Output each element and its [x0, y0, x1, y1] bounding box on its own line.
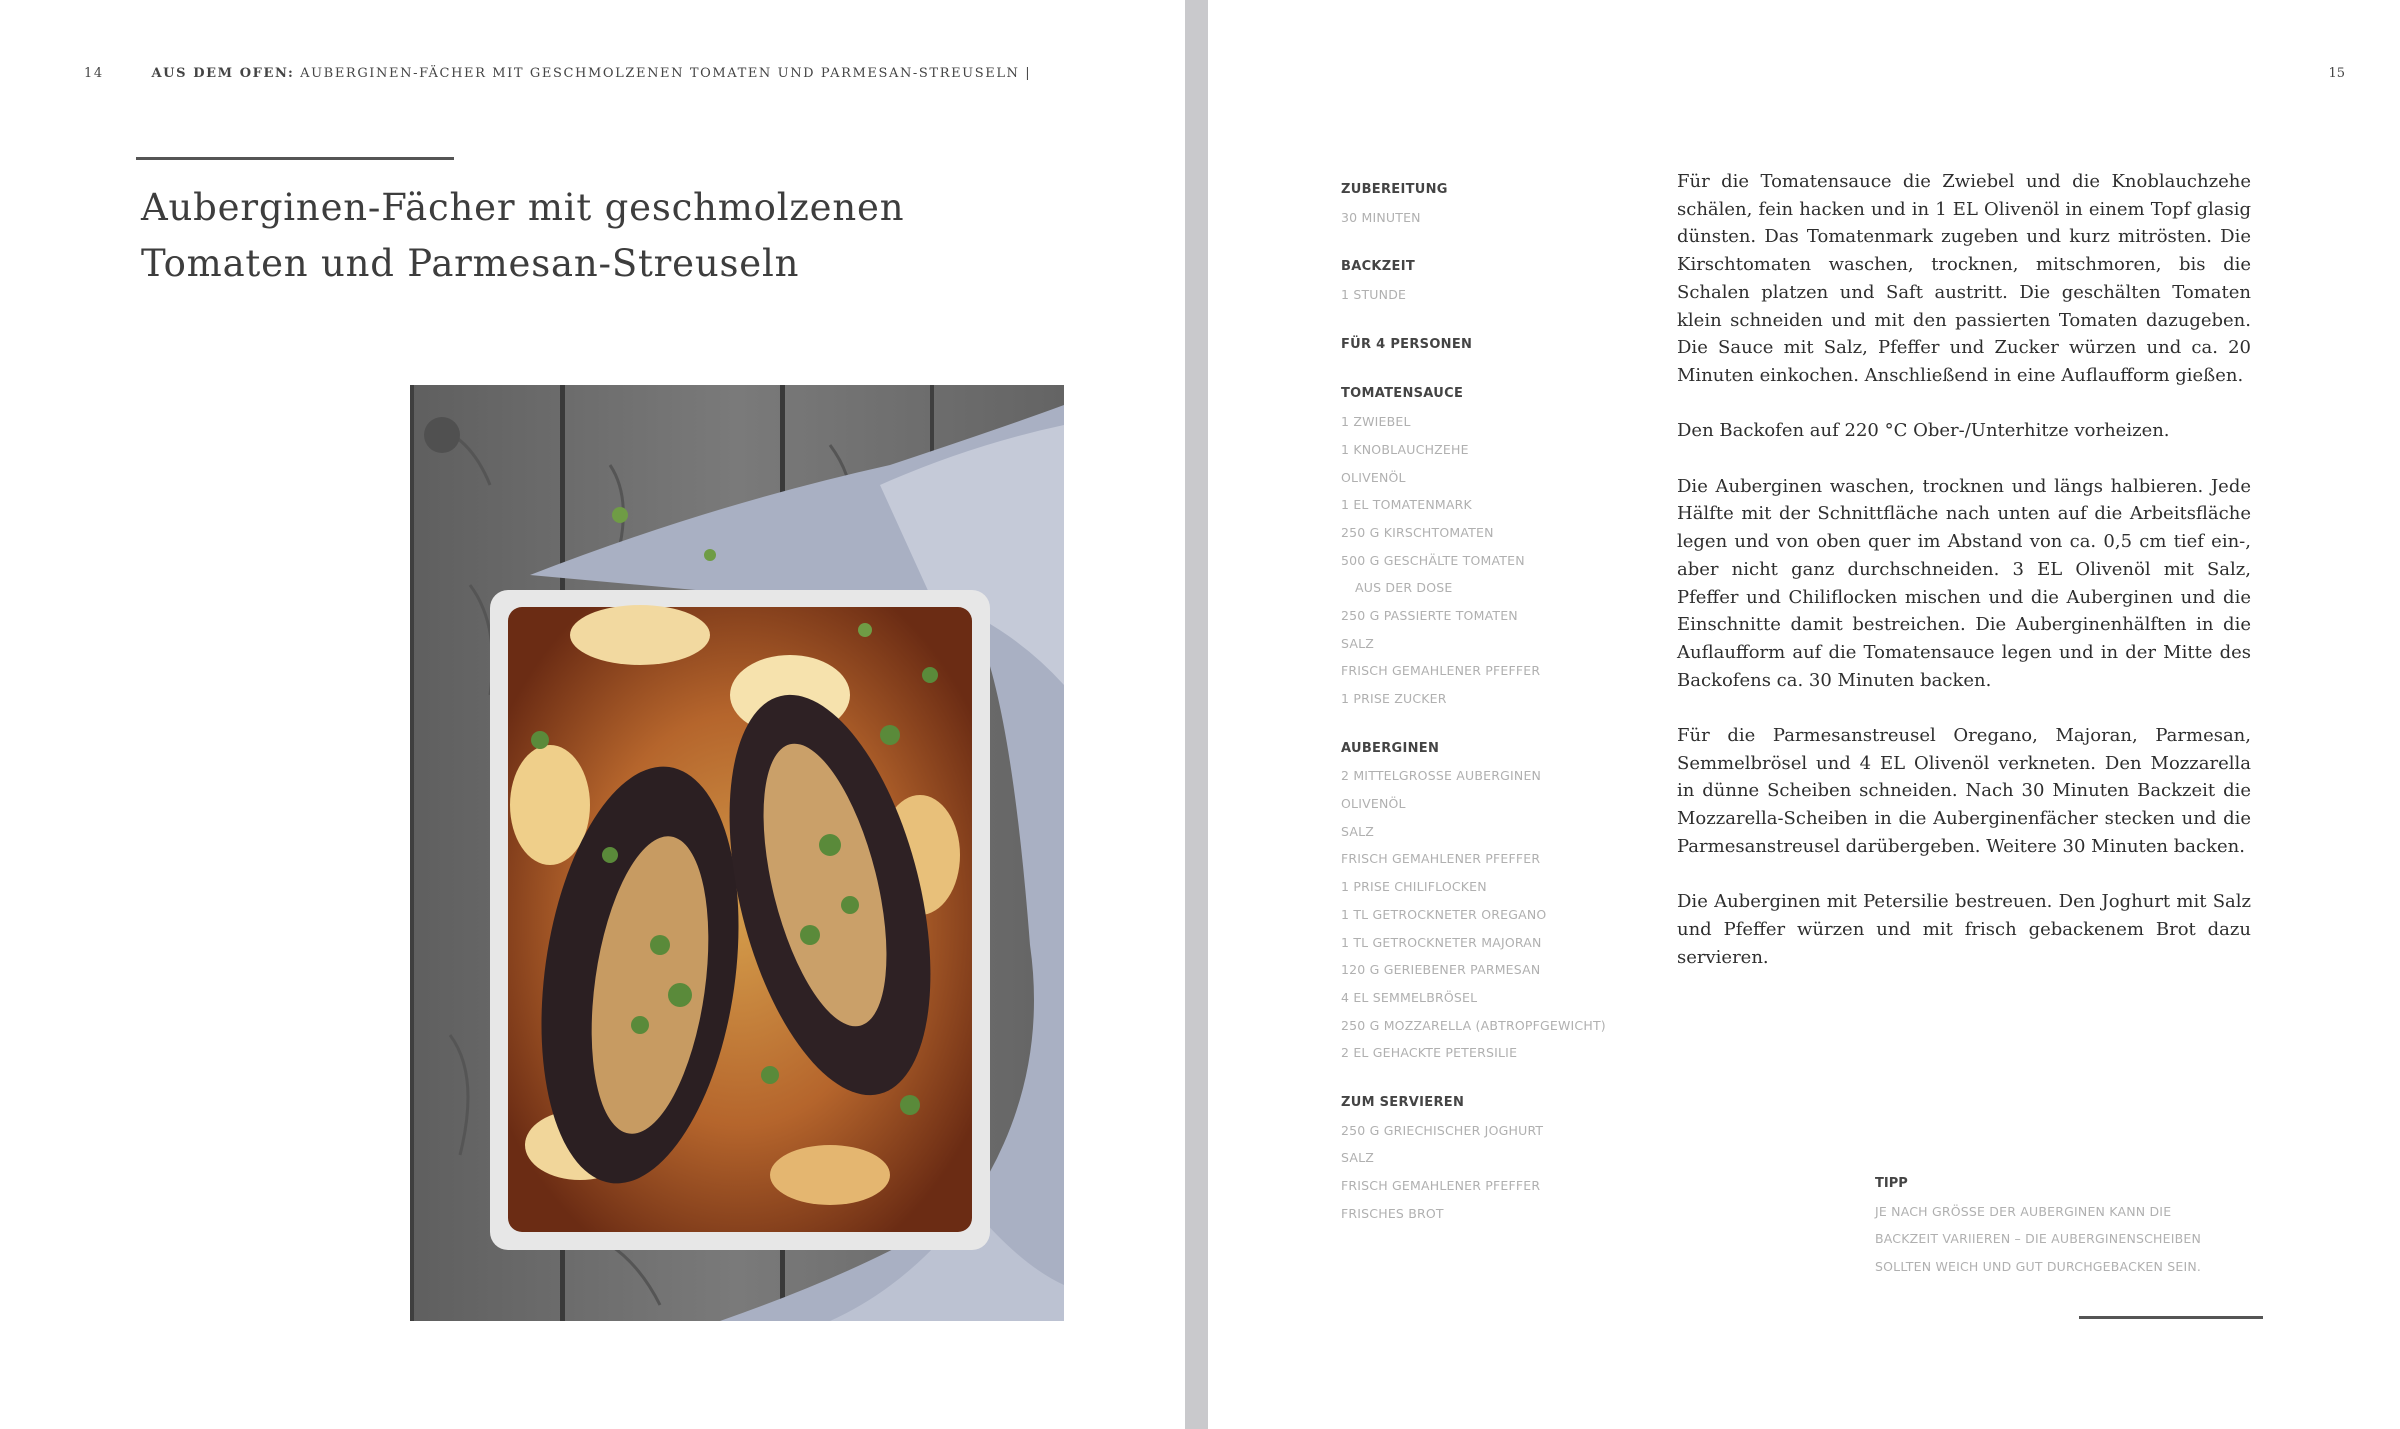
eggplant-ingredients	[1341, 735, 1651, 1067]
ingredient-item: 250 G MOZZARELLA (ABTROPFGEWICHT)	[1341, 1017, 1606, 1033]
page-number-left: 14	[84, 66, 104, 81]
ingredient-item: 1 PRISE CHILIFLOCKEN	[1341, 879, 1487, 895]
ingredient-item: FRISCH GEMAHLENER PFEFFER	[1341, 1178, 1541, 1193]
prep-time-block	[1341, 176, 1651, 231]
instruction-paragraph: Den Backofen auf 220 °C Ober-/Unterhitze vorheizen.	[1677, 420, 2170, 442]
ingredient-item: SALZ	[1341, 1150, 1375, 1166]
running-head	[84, 66, 1031, 81]
ingredient-item: 250 G GRIECHISCHER JOGHURT	[1341, 1122, 1544, 1138]
ingredient-item: FRISCH GEMAHLENER PFEFFER	[1341, 663, 1541, 679]
left-page	[0, 0, 1185, 1429]
instructions-column	[1677, 168, 2251, 999]
recipe-title-line: Auberginen-Fächer mit geschmolzenen	[141, 186, 905, 229]
bake-time-label: BACKZEIT	[1341, 259, 1415, 275]
tip-box	[1875, 1170, 2215, 1281]
ingredient-item: 1 KNOBLAUCHZEHE	[1341, 441, 1469, 457]
recipe-title-line: Tomaten und Parmesan-Streuseln	[141, 242, 800, 285]
ingredient-item: 4 EL SEMMELBRÖSEL	[1341, 989, 1478, 1005]
servings-label: FÜR 4 PERSONEN	[1341, 336, 1473, 352]
eggplant-heading: AUBERGINEN	[1341, 740, 1440, 756]
instruction-paragraph: Die Auberginen waschen, trocknen und längs halbieren. Jede Hälfte mit der Schnittfläche nach unten auf die Arbeitsfläche legen und von oben quer im Abstand von ca. 0,5 cm tief ein-, aber nicht ganz durchschneiden. 3 EL Olivenöl mit Salz, Pfeffer und Chiliflocken mischen und die Auberginen und die Einschnitte damit bestreichen. Die Auberginenhälften in die Auflaufform auf die Tomatensauce legen und in der Mitte des Backofens ca. 30 Minuten backen.	[1677, 475, 2251, 691]
ingredient-item: 1 EL TOMATENMARK	[1341, 497, 1472, 513]
ingredient-item: FRISCH GEMAHLENER PFEFFER	[1341, 851, 1541, 867]
prep-time-label: ZUBEREITUNG	[1341, 182, 1448, 197]
running-head-section: AUS DEM OFEN:	[151, 66, 295, 81]
running-head-separator: |	[1025, 66, 1032, 81]
sauce-heading: TOMATENSAUCE	[1341, 386, 1464, 402]
ingredient-item: OLIVENÖL	[1341, 796, 1406, 812]
right-page	[1208, 0, 2400, 1429]
tip-line: JE NACH GRÖSSE DER AUBERGINEN KANN DIE	[1875, 1203, 2172, 1219]
instruction-paragraph: Für die Tomatensauce die Zwiebel und die Knoblauchzehe schälen, fein hacken und in 1 EL Olivenöl in einem Topf glasig dünsten. Das Tomatenmark zugeben und kurz mitrösten. Die Kirschtomaten waschen, trocknen, mitschmoren, bis die Schalen platzen und Saft austritt. Die geschälten Tomaten klein schneiden und mit den passierten Tomaten dazugeben. Die Sauce mit Salz, Pfeffer und Zucker würzen und ca. 20 Minuten einkochen. Anschließend in eine Auflaufform gießen.	[1677, 171, 2251, 386]
ingredient-item: 250 G PASSIERTE TOMATEN	[1341, 607, 1518, 623]
recipe-photo	[410, 385, 1064, 1321]
book-gutter	[1185, 0, 1208, 1429]
tip-line: SOLLTEN WEICH UND GUT DURCHGEBACKEN SEIN.	[1875, 1259, 2202, 1275]
recipe-title	[141, 180, 1041, 292]
ingredient-item: 1 PRISE ZUCKER	[1341, 691, 1447, 706]
serve-heading: ZUM SERVIEREN	[1341, 1094, 1465, 1110]
tip-label: TIPP	[1875, 1176, 1908, 1191]
serving-ingredients	[1341, 1089, 1651, 1227]
ingredient-item: 2 EL GEHACKTE PETERSILIE	[1341, 1045, 1518, 1061]
ingredient-item: 1 TL GETROCKNETER OREGANO	[1341, 906, 1547, 922]
ingredient-item: AUS DER DOSE	[1355, 580, 1453, 596]
page-number-right: 15	[2328, 66, 2345, 81]
servings-block	[1341, 331, 1651, 359]
instruction-paragraph: Die Auberginen mit Petersilie bestreuen. Den Joghurt mit Salz und Pfeffer würzen und mit frisch gebackenem Brot dazu servieren.	[1677, 891, 2251, 968]
ingredients-column	[1341, 176, 1651, 1249]
ingredient-item: 1 TL GETROCKNETER MAJORAN	[1341, 934, 1542, 950]
ingredient-item: SALZ	[1341, 823, 1375, 839]
ingredient-item: 250 G KIRSCHTOMATEN	[1341, 524, 1494, 540]
recipe-photo-illustration	[410, 385, 1064, 1321]
ingredient-item: 2 MITTELGROSSE AUBERGINEN	[1341, 768, 1542, 784]
running-head-title: AUBERGINEN-FÄCHER MIT GESCHMOLZENEN TOMATEN UND PARMESAN-STREUSELN	[300, 66, 1020, 81]
ingredient-item: 500 G GESCHÄLTE TOMATEN	[1341, 552, 1525, 568]
title-rule	[136, 157, 454, 160]
bake-time-value: 1 STUNDE	[1341, 287, 1407, 303]
ingredient-item: SALZ	[1341, 635, 1375, 651]
ingredient-item: FRISCHES BROT	[1341, 1205, 1444, 1221]
bake-time-block	[1341, 253, 1651, 308]
sauce-ingredients	[1341, 380, 1651, 712]
ingredient-item: 1 ZWIEBEL	[1341, 414, 1411, 430]
ingredient-item: OLIVENÖL	[1341, 469, 1406, 485]
end-rule	[2079, 1316, 2263, 1319]
instruction-paragraph: Für die Parmesanstreusel Oregano, Majoran, Parmesan, Semmelbrösel und 4 EL Olivenöl verkneten. Den Mozzarella in dünne Scheiben schneiden. Nach 30 Minuten Backzeit die Mozzarella-Scheiben in die Auberginenfächer stecken und die Parmesanstreusel darübergeben. Weitere 30 Minuten backen.	[1677, 725, 2251, 857]
tip-line: BACKZEIT VARIIEREN – DIE AUBERGINENSCHEIBEN	[1875, 1231, 2202, 1247]
ingredient-item: 120 G GERIEBENER PARMESAN	[1341, 962, 1541, 978]
prep-time-value: 30 MINUTEN	[1341, 209, 1421, 225]
